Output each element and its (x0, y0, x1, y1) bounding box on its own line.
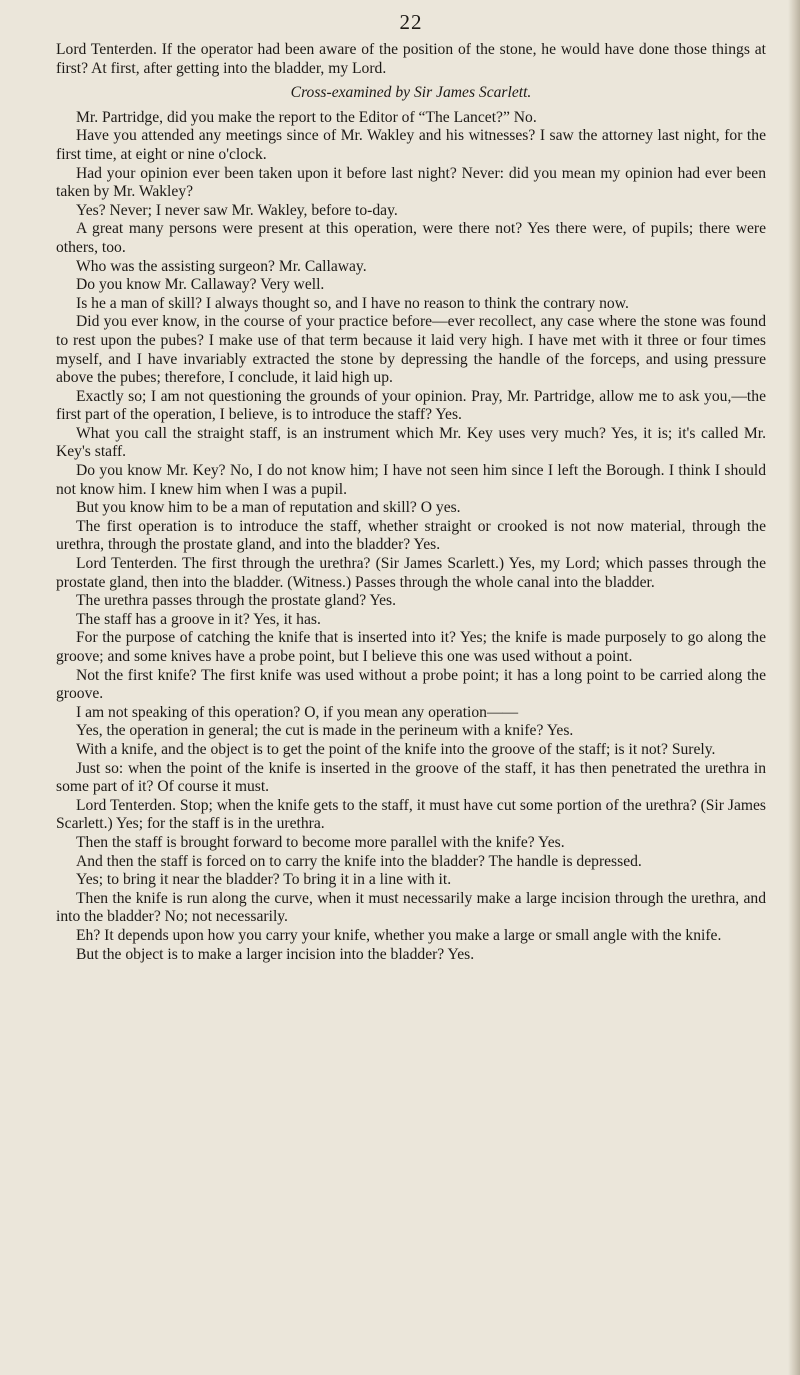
paragraph: Do you know Mr. Callaway? Very well. (76, 276, 325, 294)
paragraph: The urethra passes through the prostate gland? Yes. (76, 592, 397, 610)
paragraph: For the purpose of catching the knife that is inserted into it? Yes; the knife is made purposely to go along the groove; and some knives have a probe point, but I believe this one was used without a point. (56, 629, 766, 665)
paragraph: Yes; to bring it near the bladder? To bring it in a line with it. (76, 871, 452, 889)
paragraph: Yes, the operation in general; the cut is made in the perineum with a knife? Yes. (76, 722, 574, 740)
paragraph: Not the first knife? The first knife was used without a probe point; it has a long point to be carried along the groove. (56, 666, 766, 703)
body-text (56, 41, 766, 964)
paragraph: A great many persons were present at this operation, were there not? Yes there were, of pupils; there were others, too. (56, 220, 766, 256)
paragraph: Have you attended any meetings since of Mr. Wakley and his witnesses? I saw the attorney last night, for the first time, at eight or nine o'clock. (56, 127, 766, 163)
paragraph: Lord Tenterden. Stop; when the knife gets to the staff, it must have cut some portion of the urethra? (Sir James Scarlett.) Yes; for the staff is in the urethra. (56, 796, 766, 833)
paragraph: Do you know Mr. Key? No, I do not know him; I have not seen him since I left the Borough. I think I should not know him. I knew him when I was a pupil. (56, 462, 766, 498)
paragraph: Is he a man of skill? I always thought so, and I have no reason to think the contrary now. (76, 294, 629, 312)
paragraph: Had your opinion ever been taken upon it before last night? Never: did you mean my opinion had ever been taken by Mr. Wakley? (56, 164, 766, 201)
paragraph: Just so: when the point of the knife is inserted in the groove of the staff, it has then penetrated the urethra in some part of it? Of course it must. (56, 759, 766, 796)
paragraph: But the object is to make a larger incision into the bladder? Yes. (76, 945, 475, 963)
page-number: 22 (399, 10, 423, 34)
paragraph: Yes? Never; I never saw Mr. Wakley, before to-day. (76, 201, 398, 219)
paragraph: Exactly so; I am not questioning the grounds of your opinion. Pray, Mr. Partridge, allow me to ask you,—the first part of the operation, I believe, is to introduce the staff? Yes. (56, 387, 766, 424)
paragraph: What you call the straight staff, is an instrument which Mr. Key uses very much? Yes, it is; it's called Mr. Key's staff. (56, 424, 766, 461)
paragraph: The staff has a groove in it? Yes, it has. (76, 610, 321, 628)
paragraph: Then the staff is brought forward to become more parallel with the knife? Yes. (76, 833, 565, 851)
paragraph: With a knife, and the object is to get the point of the knife into the groove of the staff; is it not? Surely. (76, 740, 716, 758)
paragraph: And then the staff is forced on to carry the knife into the bladder? The handle is depressed. (76, 852, 642, 870)
paragraph: Lord Tenterden. The first through the urethra? (Sir James Scarlett.) Yes, my Lord; which passes through the prostate gland, then into the bladder. (Witness.) Passes through the whole canal into the bladder. (56, 555, 766, 591)
paragraph: Then the knife is run along the curve, when it must necessarily make a large incision through the urethra, and into the bladder? No; not necessarily. (56, 889, 766, 926)
paragraph: I am not speaking of this operation? O, if you mean any operation—— (76, 703, 519, 721)
paragraph: Mr. Partridge, did you make the report to the Editor of “The Lancet?” No. (76, 108, 537, 126)
paragraph: But you know him to be a man of reputation and skill? O yes. (76, 499, 461, 517)
page-edge-shadow (788, 0, 800, 1375)
cross-examination-heading: Cross-examined by Sir James Scarlett. (290, 84, 532, 102)
paragraph: The first operation is to introduce the staff, whether straight or crooked is not now material, through the urethra, through the prostate gland, and into the bladder? Yes. (56, 517, 766, 554)
paragraph-lord-tenterden-question: Lord Tenterden. If the operator had been aware of the position of the stone, he would have done those things at first? At first, after getting into the bladder, my Lord. (56, 41, 766, 77)
paragraph: Who was the assisting surgeon? Mr. Callaway. (76, 257, 367, 275)
paragraph: Eh? It depends upon how you carry your knife, whether you make a large or small angle with the knife. (76, 926, 722, 944)
paragraph: Did you ever know, in the course of your practice before—ever recollect, any case where the stone was found to rest upon the pubes? I make use of that term because it laid very high. I have met with it three or four times myself, and I have invariably extracted the stone by depressing the handle of the forceps, and using pressure above the pubes; therefore, I conclude, it laid high up. (56, 313, 766, 387)
